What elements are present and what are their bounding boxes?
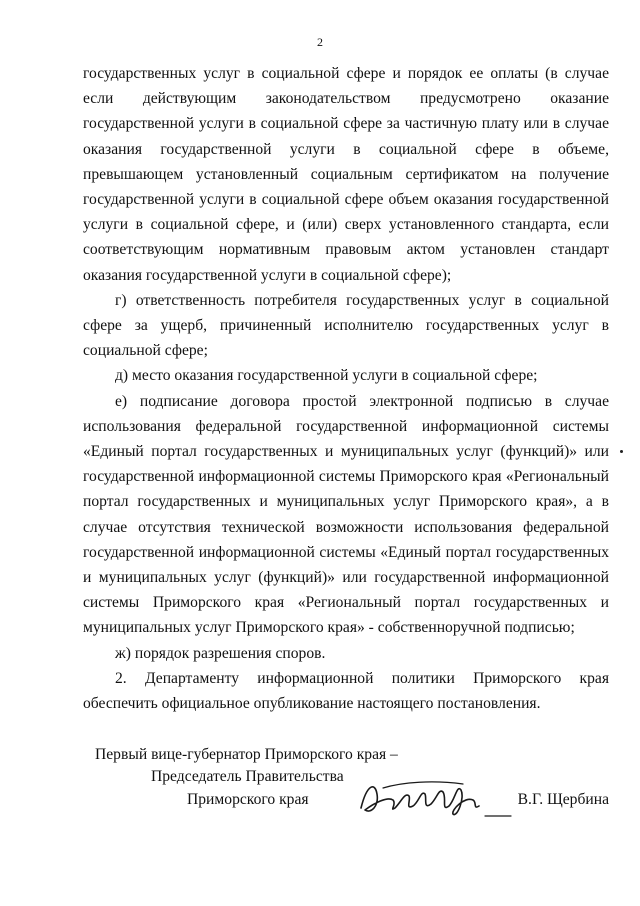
paragraph-item-zh: ж) порядок разрешения споров. [115,644,326,662]
handwritten-signature [353,774,513,824]
paragraph-item-g: г) ответственность потребителя государственных услуг в социальной сфере за ущерб, причиненный исполнителю государственных услуг в социальной сфере; [83,291,609,360]
signatory-position-line-1: Первый вице-губернатор Приморского края – [95,746,398,763]
paragraph-point-2: 2. Департаменту информационной политики Приморского края обеспечить официальное опубликование настоящего постановления. [83,669,609,713]
paragraph-item-e: е) подписание договора простой электронной подписью в случае использования федеральной государственной информационной системы «Единый портал государственных и муниципальных услуг (функций)» или государственной информационной системы Приморского края «Региональный портал государственных и муниципальных услуг Приморского края», а в случае отсутствия технической возможности использования федеральной государственной информационной системы «Единый портал государственных и муниципальных услуг (функций)» или государственной информационной системы Приморского края «Региональный портал государственных и муниципальных услуг Приморского края» - собственноручной подписью; [83,392,609,637]
signature-block [83,744,609,824]
paragraph-item-d: д) место оказания государственной услуги в социальной сфере; [115,367,538,385]
signatory-position-line-3: Приморского края [187,791,309,808]
paragraph-continuation: государственных услуг в социальной сфере и порядок ее оплаты (в случае если действующим законодательством предусмотрено оказание государственной услуги в социальной сфере за частичную плату или в случае оказания государственной услуги в социальной сфере в объеме, превышающем установленный социальным сертификатом на получение государственной услуги в социальной сфере объем оказания государственной услуги в социальной сфере, и (или) сверх установленного стандарта, если соответствующим нормативным правовым актом установлен стандарт оказания государственной услуги в социальной сфере); [83,65,609,284]
signatory-name: В.Г. Щербина [517,791,609,808]
scan-dot-mark [620,450,623,453]
signatory-position-line-2: Председатель Правительства [151,768,344,785]
document-body [83,61,609,716]
page-number: 2 [317,35,323,49]
